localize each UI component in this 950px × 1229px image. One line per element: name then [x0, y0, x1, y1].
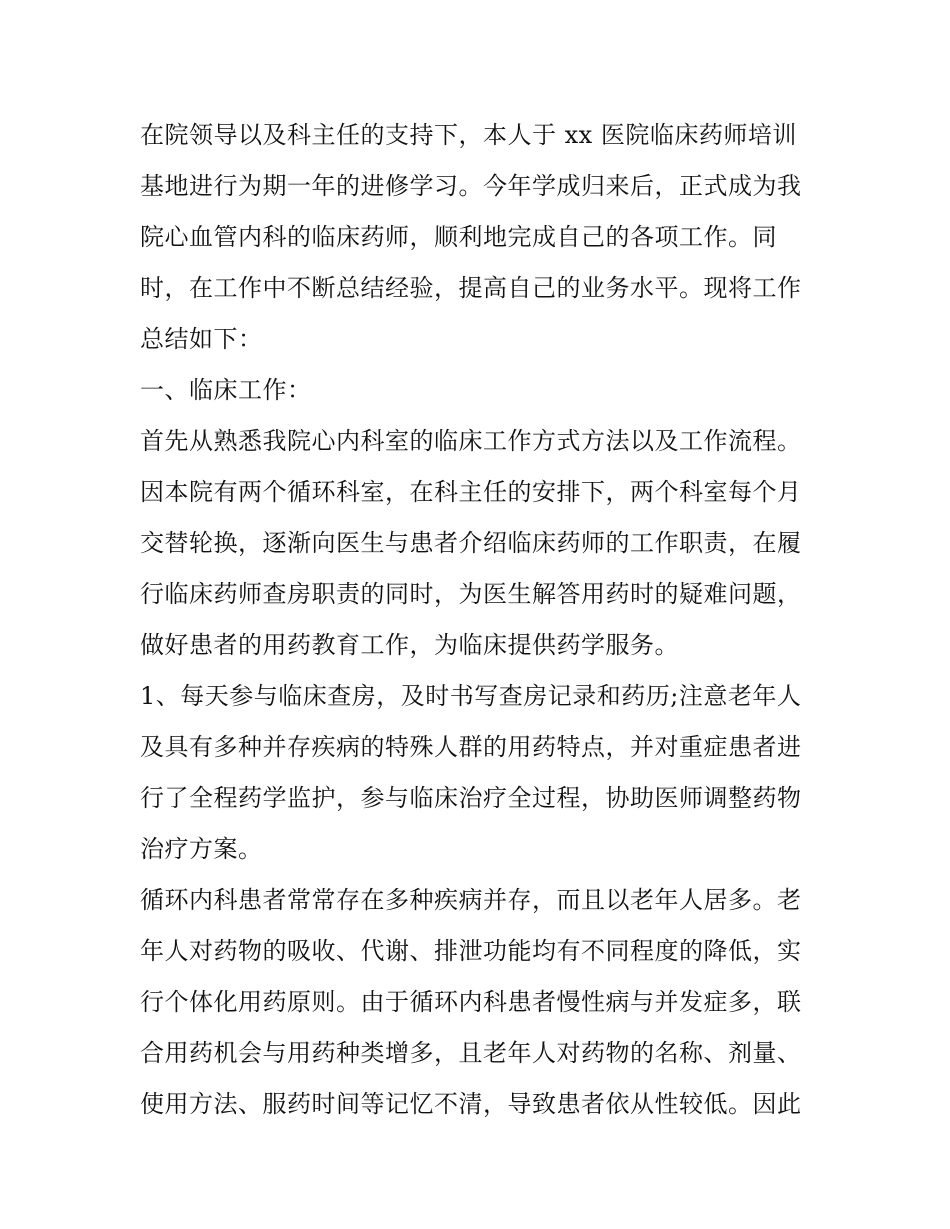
text-line: 年人对药物的吸收、代谢、排泄功能均有不同程度的降低，实: [140, 937, 802, 965]
text-line: 因本院有两个循环科室，在科主任的安排下，两个科室每个月: [140, 478, 802, 506]
text-line: 在院领导以及科主任的支持下，本人于 xx 医院临床药师培训: [140, 121, 797, 149]
text-line: 做好患者的用药教育工作，为临床提供药学服务。: [140, 631, 679, 659]
list-item-line: 1、每天参与临床查房，及时书写查房记录和药历;注意老年人: [140, 682, 802, 710]
text-line: 行个体化用药原则。由于循环内科患者慢性病与并发症多，联: [140, 988, 802, 1016]
section-heading: 一、临床工作：: [140, 376, 312, 404]
text-line: 总结如下：: [140, 325, 263, 353]
text-line: 基地进行为期一年的进修学习。今年学成归来后，正式成为我: [140, 172, 802, 200]
text-line: 及具有多种并存疾病的特殊人群的用药特点，并对重症患者进: [140, 733, 802, 761]
text-line: 时，在工作中不断总结经验，提高自己的业务水平。现将工作: [140, 274, 802, 302]
text-line: 治疗方案。: [140, 835, 263, 863]
text-line: 行了全程药学监护，参与临床治疗全过程，协助医师调整药物: [140, 784, 802, 812]
text-line: 行临床药师查房职责的同时，为医生解答用药时的疑难问题，: [140, 580, 802, 608]
text-line: 使用方法、服药时间等记忆不清，导致患者依从性较低。因此: [140, 1090, 802, 1118]
text-line: 循环内科患者常常存在多种疾病并存，而且以老年人居多。老: [140, 886, 802, 914]
text-line: 交替轮换，逐渐向医生与患者介绍临床药师的工作职责，在履: [140, 529, 802, 557]
text-line: 首先从熟悉我院心内科室的临床工作方式方法以及工作流程。: [140, 427, 802, 455]
text-line: 院心血管内科的临床药师，顺利地完成自己的各项工作。同: [140, 223, 777, 251]
text-line: 合用药机会与用药种类增多，且老年人对药物的名称、剂量、: [140, 1039, 802, 1067]
